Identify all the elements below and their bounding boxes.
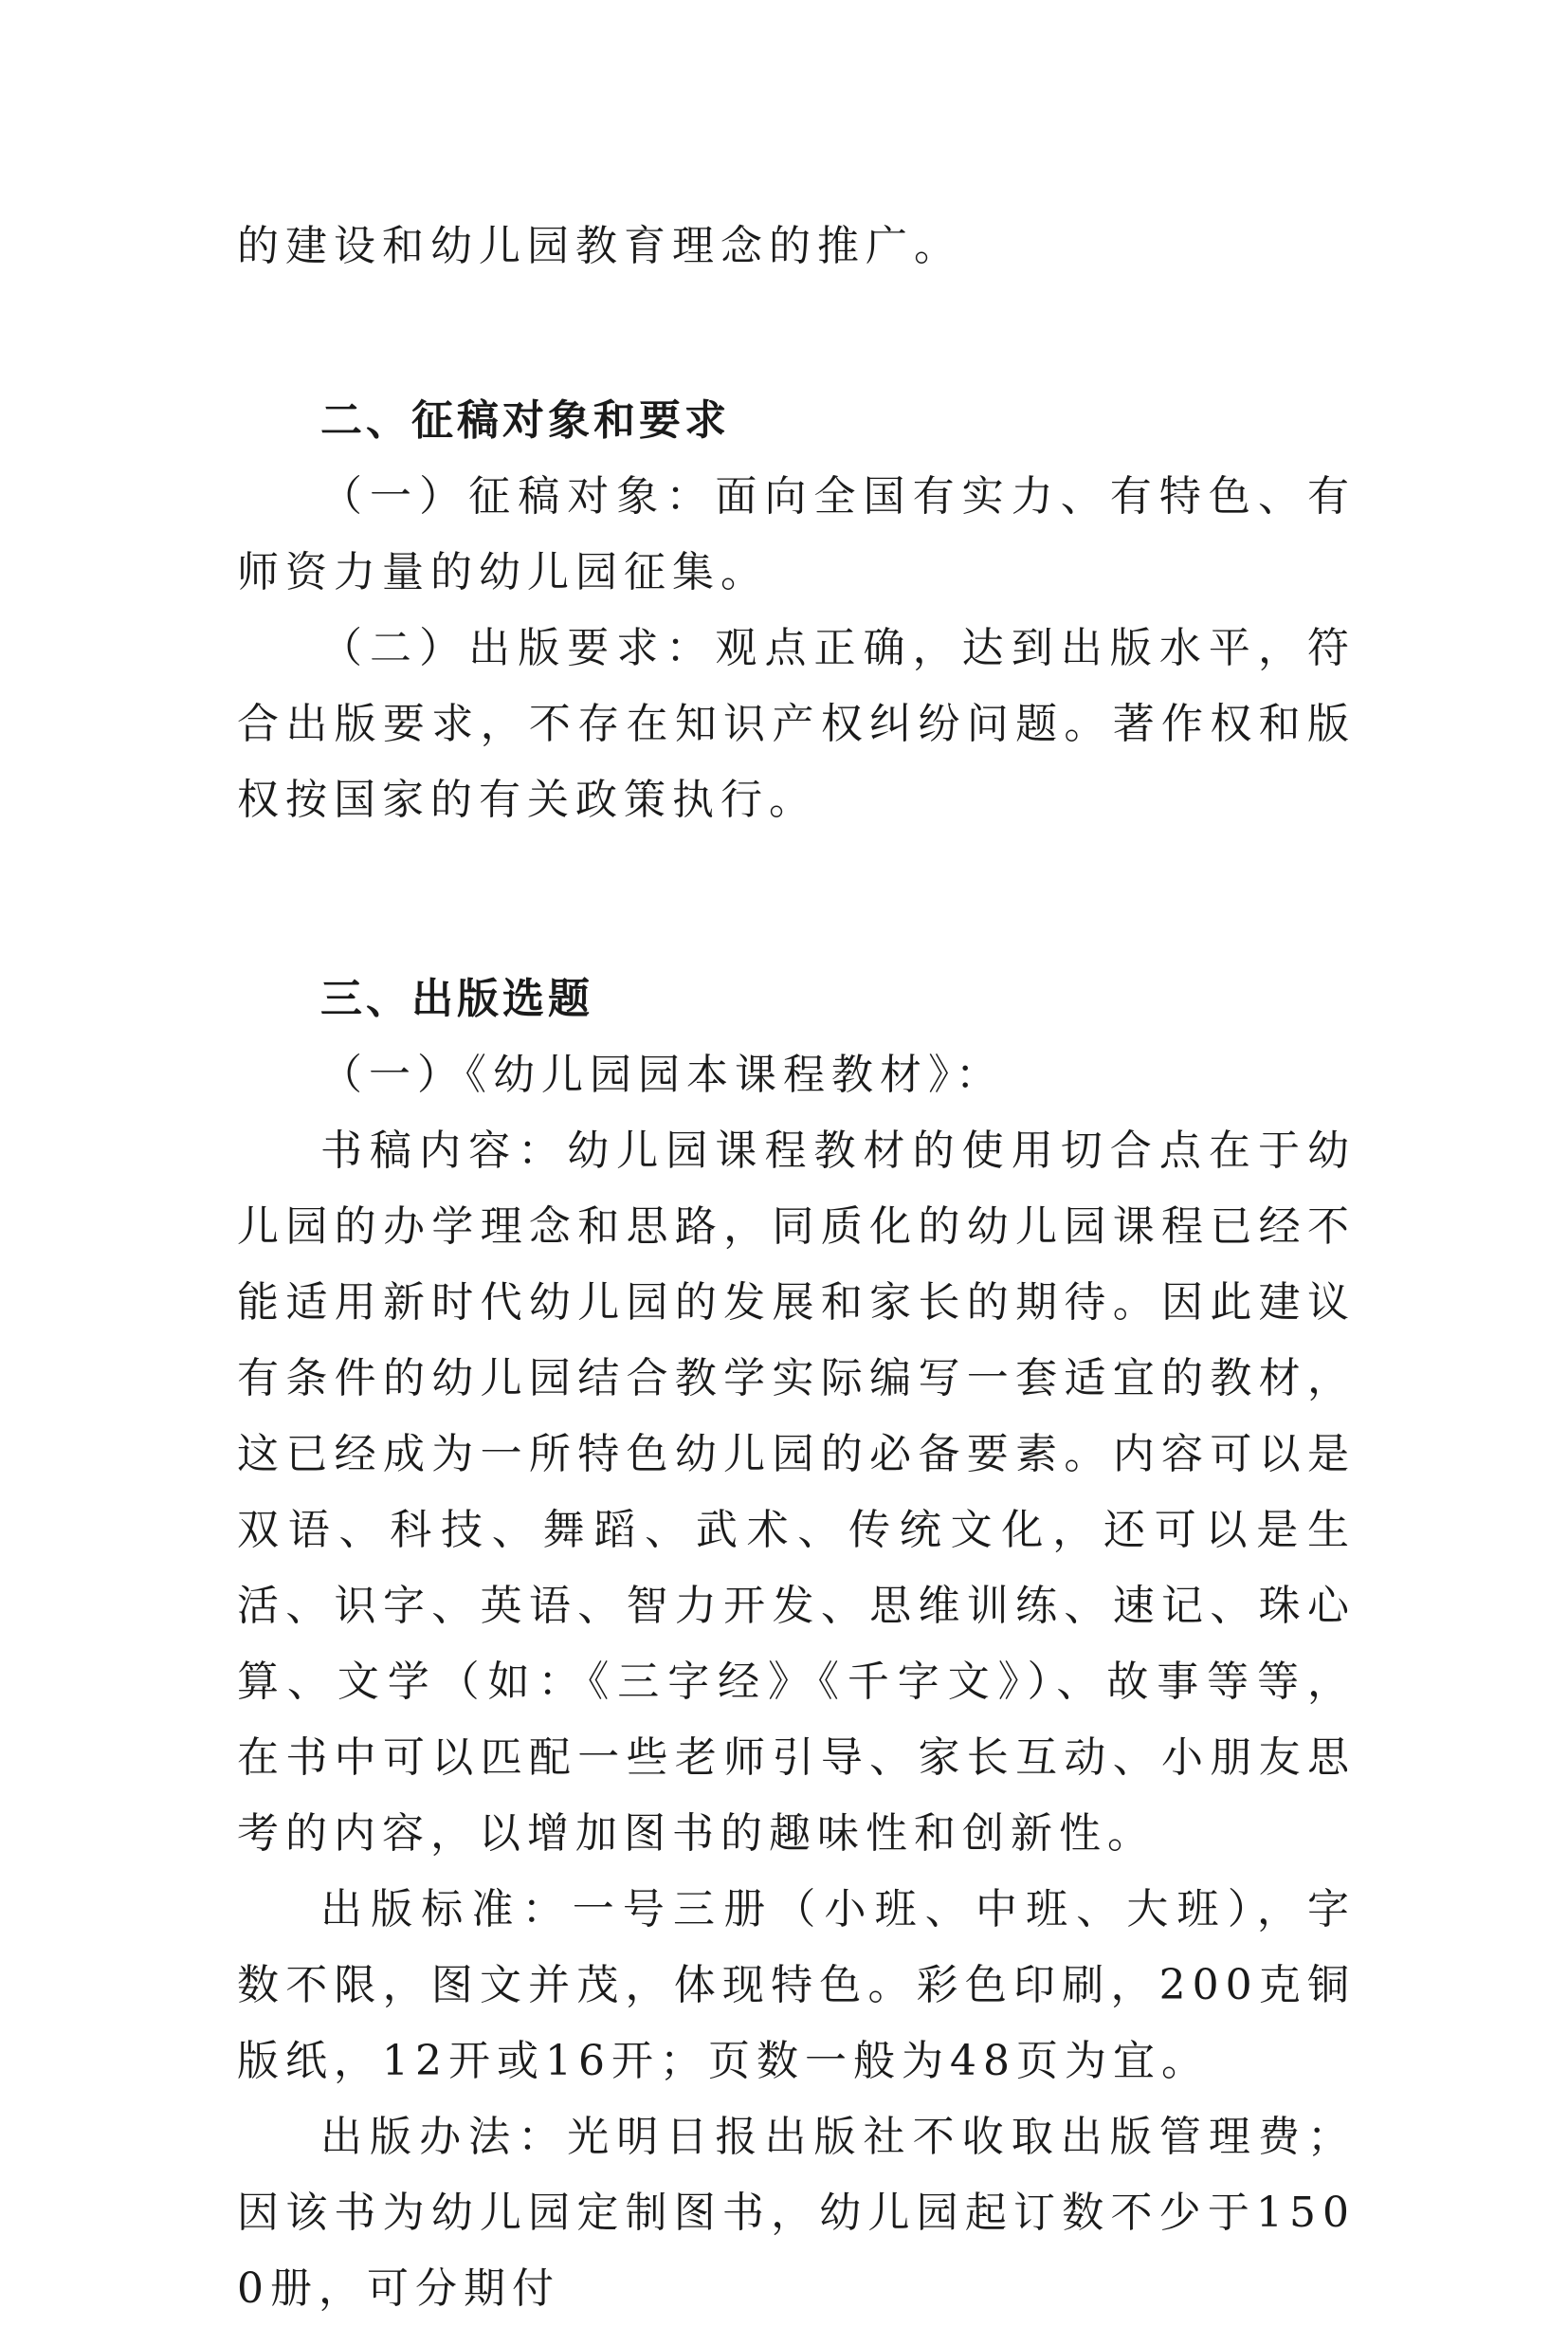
- section2-item2-label: （二）出版要求：: [320, 624, 716, 672]
- document-page: [237, 209, 1356, 2327]
- section2-item1: [237, 459, 1356, 611]
- section2-heading: 二、征稿对象和要求: [320, 396, 730, 445]
- section3-heading: 三、出版选题: [320, 975, 593, 1023]
- section3-method-label: 出版办法：: [320, 2113, 568, 2161]
- section3-content-text: 幼儿园课程教材的使用切合点在于幼儿园的办学理念和思路，同质化的幼儿园课程已经不能适用新时代幼儿园的发展和家长的期待。因此建议有条件的幼儿园结合教学实际编写一套适宜的教材，这已经成为一所特色幼儿园的必备要素。内容可以是双语、科技、舞蹈、武术、传统文化，还可以是生活、识字、英语、智力开发、思维训练、速记、珠心算、文学（如：《三字经》《千字文》）、故事等等，在书中可以匹配一些老师引导、家长互动、小朋友思考的内容，以增加图书的趣味性和创新性。: [237, 1127, 1356, 1858]
- section2-item1-text: 面向全国有实力、有特色、有师资力量的幼儿园征集。: [237, 472, 1357, 596]
- section3-standard-text: 一号三册（小班、中班、大班），字数不限，图文并茂，体现特色。彩色印刷，200克铜版纸，12开或16开；页数一般为48页为宜。: [237, 1885, 1356, 2085]
- section2-item1-label: （一）征稿对象：: [320, 472, 716, 521]
- section3-standard: [237, 1872, 1356, 2099]
- section2-item2-text: 观点正确，达到出版水平，符合出版要求，不存在知识产权纠纷问题。著作权和版权按国家的有关政策执行。: [237, 624, 1357, 824]
- section3-standard-label: 出版标准：: [320, 1885, 573, 1933]
- section3-item1-title: （一）《幼儿园园本课程教材》：: [320, 1051, 1004, 1099]
- spacer: [237, 838, 1356, 962]
- section3-content: [237, 1113, 1356, 1872]
- section2-item2: [237, 611, 1356, 838]
- section3-method-text: 光明日报出版社不收取出版管理费；因该书为幼儿园定制图书，幼儿园起订数不少于1500册，可分期付: [237, 2113, 1356, 2313]
- section3-content-label: 书稿内容：: [320, 1127, 568, 1175]
- spacer: [237, 284, 1356, 383]
- opening-line: 的建设和幼儿园教育理念的推广。: [237, 222, 962, 270]
- section3-method: [237, 2099, 1356, 2327]
